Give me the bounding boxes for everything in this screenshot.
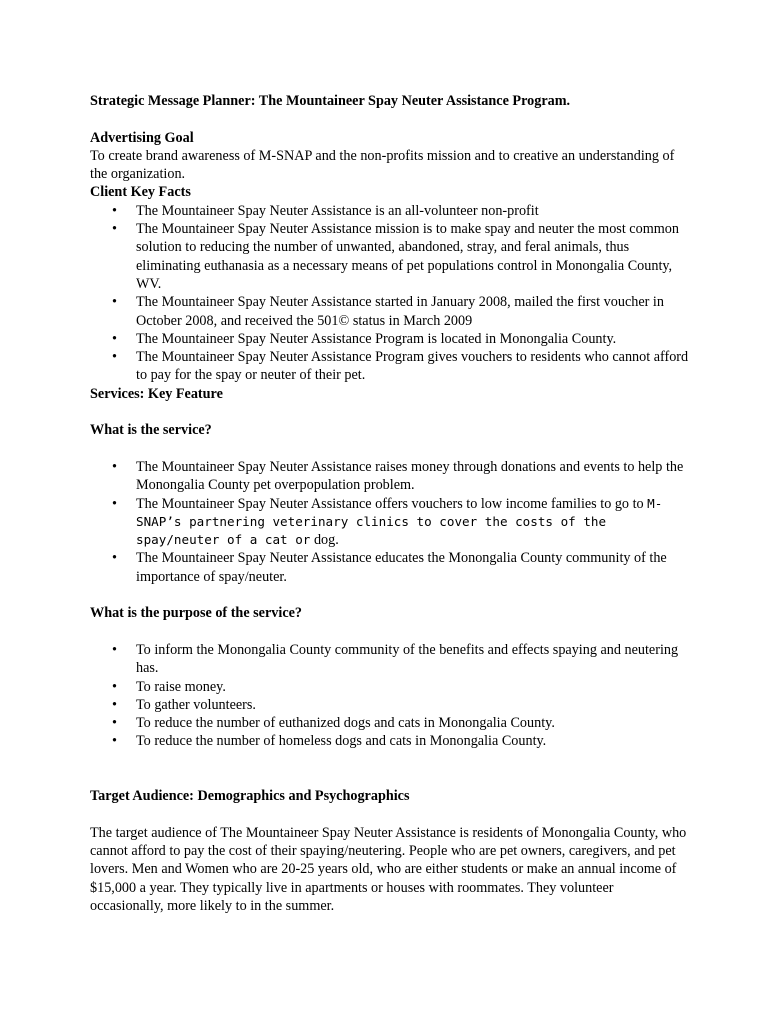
bullet-icon: • [112,202,117,219]
bullet-icon: • [112,458,117,475]
purpose-heading: What is the purpose of the service? [90,605,303,622]
list-item [90,696,690,714]
list-item [90,732,690,750]
bullet-icon: • [112,550,117,567]
document-page [90,92,690,915]
purpose-list [90,641,690,751]
list-item-text: To reduce the number of homeless dogs and cats in Monongalia County. [136,733,547,750]
list-item [90,293,690,330]
bullet-icon: • [112,330,117,347]
bullet-icon: • [112,733,117,750]
client-key-facts-heading: Client Key Facts [90,184,191,201]
list-item-text: The Mountaineer Spay Neuter Assistance offers vouchers to low income families to go to [136,495,648,512]
list-item-text: The Mountaineer Spay Neuter Assistance mission is to make spay and neuter the most common solution to reducing the number of unwanted, abandoned, stray, and feral animals, thus eliminating euthanasia as a necessary means of pet populations control in Monongalia County, WV. [136,221,679,292]
list-item [90,714,690,732]
list-item-text-mono: M-SNAP’s partnering veterinary clinics to cover the costs of the spay/neuter of a cat or [136,495,663,548]
spacer [90,623,690,641]
list-item-text: To gather volunteers. [136,696,256,713]
spacer [90,806,690,824]
list-item-text: The Mountaineer Spay Neuter Assistance Program is located in Monongalia County. [136,330,617,347]
services-heading: Services: Key Feature [90,385,223,402]
list-item-text: The Mountaineer Spay Neuter Assistance Program gives vouchers to residents who cannot afford to pay for the spay or neuter of their pet. [136,349,689,384]
bullet-icon: • [112,495,117,512]
bullet-icon: • [112,349,117,366]
spacer [90,110,690,128]
list-item [90,641,690,678]
target-audience-text: The target audience of The Mountaineer Spay Neuter Assistance is residents of Monongalia County, who cannot afford to pay the cost of their spaying/neutering. People who are pet owners, caregivers, and pet lovers. Men and Women who are 20-25 years old, who are either students or make an annual income of $15,000 a year. They typically live in apartments or houses with roommates. They volunteer occasionally, more likely to in the summer. [90,824,687,915]
list-item [90,348,690,385]
list-item-text: To reduce the number of euthanized dogs and cats in Monongalia County. [136,715,555,732]
list-item [90,220,690,293]
bullet-icon: • [112,641,117,658]
what-is-service-heading: What is the service? [90,422,212,439]
spacer [90,440,690,458]
list-item [90,330,690,348]
list-item [90,495,690,550]
list-item-text: The Mountaineer Spay Neuter Assistance is an all-volunteer non-profit [136,202,539,219]
list-item-text: The Mountaineer Spay Neuter Assistance started in January 2008, mailed the first voucher in October 2008, and received the 501© status in March 2009 [136,294,664,329]
spacer [90,586,690,604]
target-audience-heading: Target Audience: Demographics and Psychographics [90,788,410,805]
bullet-icon: • [112,696,117,713]
list-item-text: The Mountaineer Spay Neuter Assistance educates the Monongalia County community of the importance of spay/neuter. [136,550,667,585]
list-item-text: The Mountaineer Spay Neuter Assistance raises money through donations and events to help the Monongalia County pet overpopulation problem. [136,458,684,494]
list-item [90,549,690,586]
list-item [90,678,690,696]
bullet-icon: • [112,294,117,311]
advertising-goal-text: To create brand awareness of M-SNAP and the non-profits mission and to creative an understanding of the organization. [90,147,675,183]
list-item-text: To raise money. [136,678,226,695]
list-item [90,458,690,495]
bullet-icon: • [112,678,117,695]
list-item-text: To inform the Monongalia County community of the benefits and effects spaying and neutering has. [136,641,679,677]
spacer [90,403,690,421]
bullet-icon: • [112,221,117,238]
list-item-text-tail: dog. [310,532,339,549]
bullet-icon: • [112,715,117,732]
client-key-facts-list [90,202,690,385]
document-title: Strategic Message Planner: The Mountaineer Spay Neuter Assistance Program. [90,93,571,109]
list-item [90,202,690,220]
what-is-service-list [90,458,690,586]
advertising-goal-heading: Advertising Goal [90,129,194,146]
spacer [90,751,690,788]
